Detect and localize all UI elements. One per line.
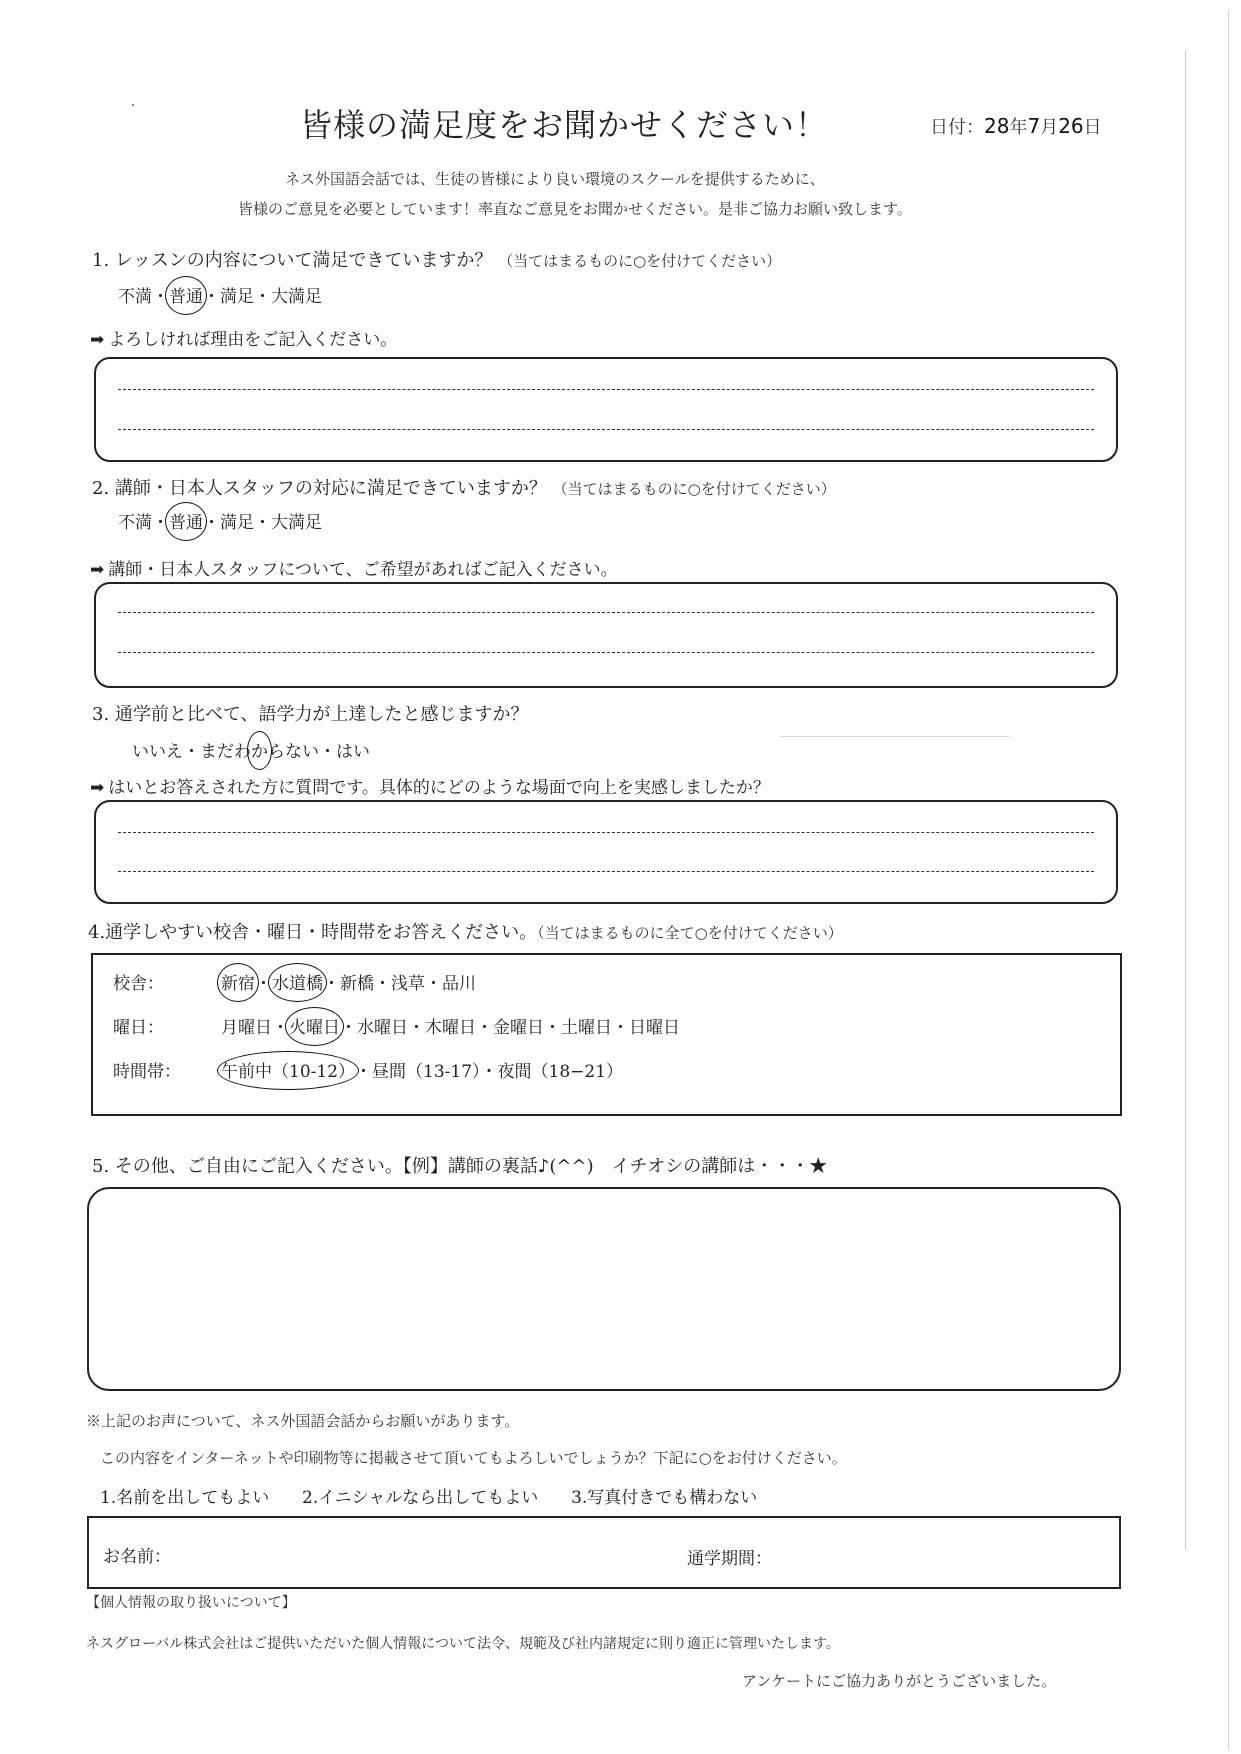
q4-campus-shinbashi[interactable]: 新橋 bbox=[340, 974, 374, 994]
separator: ・ bbox=[323, 974, 340, 994]
q3-option-yes[interactable]: はい bbox=[336, 742, 370, 762]
separator: ・ bbox=[408, 1018, 425, 1038]
separator: ・ bbox=[425, 974, 442, 994]
q1-options bbox=[118, 282, 322, 307]
date-month-unit: 月 bbox=[1040, 117, 1059, 138]
q3-option-unknown-selected[interactable] bbox=[200, 742, 319, 762]
date-field bbox=[930, 113, 1102, 139]
separator: ・ bbox=[254, 513, 271, 533]
q2-followup-text: 講師・日本人スタッフについて、ご希望があればご記入ください。 bbox=[108, 560, 618, 580]
separator: ・ bbox=[152, 287, 169, 307]
q4-day-label: 曜日： bbox=[113, 1018, 164, 1038]
q3-option-unknown-text: らない bbox=[268, 742, 319, 762]
q1-answer-box[interactable] bbox=[94, 357, 1118, 462]
date-year-unit: 年 bbox=[1009, 117, 1028, 138]
q1-answer-line-1[interactable] bbox=[118, 389, 1094, 390]
q2-option-satisfied[interactable]: 満足 bbox=[220, 513, 254, 533]
q2-note: （当てはまるものに○を付けてください） bbox=[552, 480, 836, 498]
faint-line bbox=[780, 736, 1010, 737]
permission-option-name[interactable]: 1.名前を出してもよい bbox=[100, 1488, 270, 1508]
name-label: お名前： bbox=[103, 1547, 171, 1567]
separator: ・ bbox=[203, 287, 220, 307]
q4-row-time bbox=[113, 1057, 623, 1082]
q4-time-afternoon[interactable]: 昼間（13-17） bbox=[372, 1062, 481, 1082]
q5-answer-box[interactable] bbox=[87, 1187, 1121, 1391]
date-month[interactable]: 7 bbox=[1027, 114, 1041, 138]
q2-option-very-satisfied[interactable]: 大満足 bbox=[271, 513, 322, 533]
q1-question-text: 1. レッスンの内容について満足できていますか？ bbox=[92, 250, 493, 271]
q3-selection-circle: か bbox=[251, 737, 268, 762]
q4-question bbox=[88, 918, 843, 944]
separator: ・ bbox=[544, 1018, 561, 1038]
permission-notice: ※上記のお声について、ネス外国語会話からお願いがあります。 bbox=[86, 1412, 520, 1430]
q4-day-tuesday-selected[interactable]: 火曜日 bbox=[289, 1013, 340, 1038]
q3-options bbox=[132, 737, 370, 762]
separator: ・ bbox=[254, 287, 271, 307]
date-day[interactable]: 26 bbox=[1058, 114, 1084, 138]
q1-answer-line-2[interactable] bbox=[118, 429, 1094, 430]
separator: ・ bbox=[152, 513, 169, 533]
scan-edge-line bbox=[1228, 10, 1229, 1750]
q5-answer-text[interactable] bbox=[99, 1199, 1109, 1379]
scan-dot bbox=[132, 104, 134, 106]
q3-option-unknown-text: まだわ bbox=[200, 742, 251, 762]
date-label: 日付： bbox=[930, 117, 984, 138]
q4-day-thursday[interactable]: 木曜日 bbox=[425, 1018, 476, 1038]
q3-answer-line-2[interactable] bbox=[118, 871, 1094, 872]
q4-day-monday[interactable]: 月曜日 bbox=[221, 1018, 272, 1038]
arrow-right-icon: ➡ bbox=[90, 560, 105, 580]
q4-time-evening[interactable]: 夜間（18−21） bbox=[497, 1062, 624, 1082]
q1-option-satisfied[interactable]: 満足 bbox=[220, 287, 254, 307]
period-label: 通学期間： bbox=[687, 1549, 772, 1569]
q4-time-label: 時間帯： bbox=[113, 1062, 181, 1082]
q4-campus-asakusa[interactable]: 浅草 bbox=[391, 974, 425, 994]
name-field[interactable] bbox=[103, 1542, 171, 1567]
separator: ・ bbox=[203, 513, 220, 533]
q4-row-day bbox=[113, 1013, 680, 1038]
period-field[interactable] bbox=[687, 1544, 772, 1569]
q2-options bbox=[118, 508, 322, 533]
q1-followup-text: よろしければ理由をご記入ください。 bbox=[108, 330, 398, 350]
q2-answer-box[interactable] bbox=[94, 582, 1118, 688]
q2-question bbox=[92, 474, 836, 500]
separator: ・ bbox=[340, 1018, 357, 1038]
arrow-right-icon: ➡ bbox=[90, 778, 105, 798]
q2-followup bbox=[90, 555, 618, 580]
arrow-right-icon: ➡ bbox=[90, 330, 105, 350]
intro-line-2: 皆様のご意見を必要としています！率直なご意見をお聞かせください。是非ご協力お願い致します。 bbox=[238, 200, 912, 218]
q2-option-dissatisfied[interactable]: 不満 bbox=[118, 513, 152, 533]
separator: ・ bbox=[272, 1018, 289, 1038]
q2-answer-line-2[interactable] bbox=[118, 652, 1094, 653]
separator: ・ bbox=[612, 1018, 629, 1038]
date-day-unit: 日 bbox=[1083, 117, 1102, 138]
privacy-heading: 【個人情報の取り扱いについて】 bbox=[86, 1595, 296, 1611]
q3-question: 3. 通学前と比べて、語学力が上達したと感じますか？ bbox=[92, 704, 529, 725]
page-title: 皆様の満足度をお聞かせください！ bbox=[300, 106, 829, 144]
permission-options bbox=[100, 1483, 757, 1508]
q4-row-campus bbox=[113, 969, 476, 994]
date-year[interactable]: 28 bbox=[984, 114, 1010, 138]
separator: ・ bbox=[355, 1062, 373, 1082]
q4-campus-label: 校舎： bbox=[113, 974, 164, 994]
permission-option-initials[interactable]: 2.イニシャルなら出してもよい bbox=[302, 1488, 539, 1508]
q4-options-box bbox=[91, 953, 1122, 1116]
permission-request: この内容をインターネットや印刷物等に掲載させて頂いてもよろしいでしょうか？下記に○をお付けください。 bbox=[100, 1449, 847, 1467]
privacy-text: ネスグローバル株式会社はご提供いただいた個人情報について法令、規範及び社内諸規定に則り適正に管理いたします。 bbox=[86, 1636, 840, 1652]
q4-question-text: 4.通学しやすい校舎・曜日・時間帯をお答えください。 bbox=[88, 922, 538, 943]
personal-info-box bbox=[87, 1516, 1121, 1589]
q4-day-wednesday[interactable]: 水曜日 bbox=[357, 1018, 408, 1038]
q1-note: （当てはまるものに○を付けてください） bbox=[498, 252, 782, 270]
scan-edge-line bbox=[1185, 50, 1186, 1550]
q4-campus-suidobashi-selected[interactable]: 水道橋 bbox=[272, 969, 323, 994]
q4-day-saturday[interactable]: 土曜日 bbox=[561, 1018, 612, 1038]
q1-option-dissatisfied[interactable]: 不満 bbox=[118, 287, 152, 307]
q3-followup-text: はいとお答えされた方に質問です。具体的にどのような場面で向上を実感しましたか？ bbox=[108, 778, 770, 798]
separator: ・ bbox=[374, 974, 391, 994]
separator: ・ bbox=[183, 742, 200, 762]
q1-question bbox=[92, 246, 781, 272]
q2-question-text: 2. 講師・日本人スタッフの対応に満足できていますか？ bbox=[92, 478, 547, 499]
q1-option-normal-selected[interactable]: 普通 bbox=[169, 282, 203, 307]
separator: ・ bbox=[480, 1062, 498, 1082]
q3-answer-box[interactable] bbox=[94, 800, 1118, 904]
q1-followup bbox=[90, 325, 397, 350]
q4-campus-shinjuku-selected[interactable]: 新宿 bbox=[221, 969, 255, 994]
q5-question: 5. その他、ご自由にご記入ください。【例】講師の裏話♪(^^) イチオシの講師は・・・★ bbox=[92, 1156, 828, 1177]
q4-time-morning-selected[interactable]: 午前中（10-12） bbox=[221, 1057, 355, 1082]
q3-followup bbox=[90, 773, 770, 798]
separator: ・ bbox=[319, 742, 336, 762]
q4-campus-shinagawa[interactable]: 品川 bbox=[442, 974, 476, 994]
q3-option-no[interactable]: いいえ bbox=[132, 742, 183, 762]
intro-line-1: ネス外国語会話では、生徒の皆様により良い環境のスクールを提供するために、 bbox=[285, 170, 825, 188]
q4-note: （当てはまるものに全て○を付けてください） bbox=[537, 924, 843, 942]
q1-option-very-satisfied[interactable]: 大満足 bbox=[271, 287, 322, 307]
q4-day-sunday[interactable]: 日曜日 bbox=[629, 1018, 680, 1038]
separator: ・ bbox=[476, 1018, 493, 1038]
thanks-message: アンケートにご協力ありがとうございました。 bbox=[742, 1672, 1057, 1690]
permission-option-photo[interactable]: 3.写真付きでも構わない bbox=[571, 1488, 758, 1508]
separator: ・ bbox=[255, 974, 272, 994]
q4-day-friday[interactable]: 金曜日 bbox=[493, 1018, 544, 1038]
q3-answer-line-1[interactable] bbox=[118, 832, 1094, 833]
q2-option-normal-selected[interactable]: 普通 bbox=[169, 508, 203, 533]
q2-answer-line-1[interactable] bbox=[118, 612, 1094, 613]
